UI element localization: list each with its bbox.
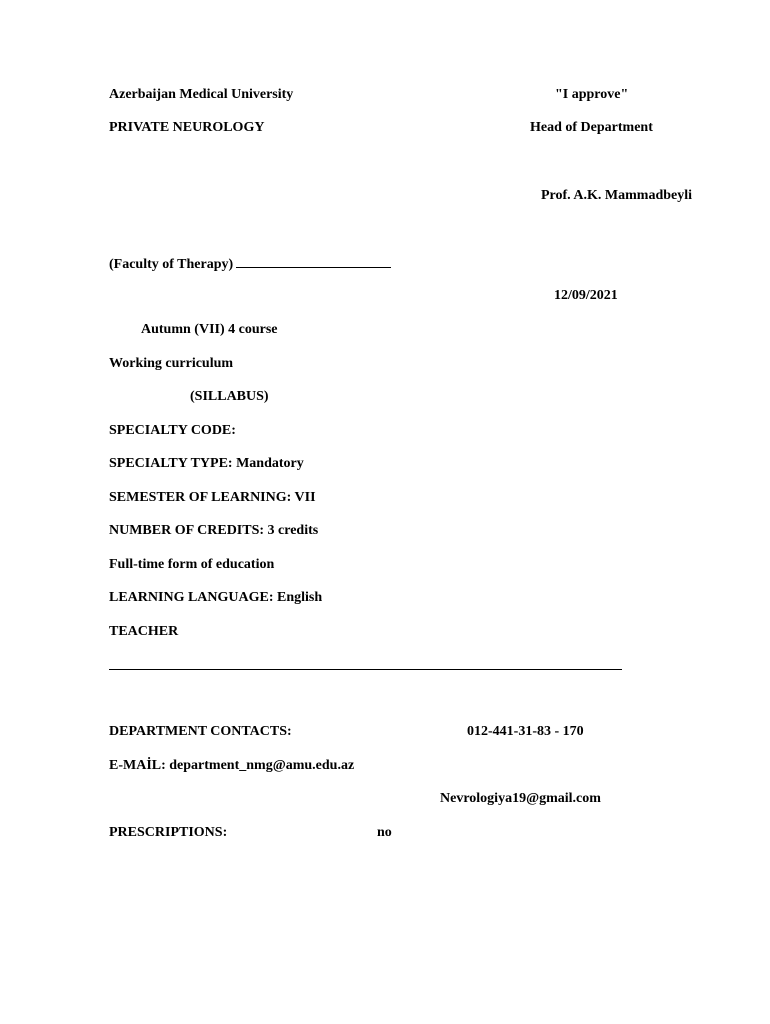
course-term: Autumn (VII) 4 course	[141, 322, 278, 337]
university-name: Azerbaijan Medical University	[109, 87, 294, 102]
approval-date: 12/09/2021	[554, 288, 618, 303]
head-of-department-title: Head of Department	[530, 120, 653, 135]
head-of-department-name: Prof. A.K. Mammadbeyli	[541, 188, 693, 203]
curriculum-title: Working curriculum	[109, 356, 234, 371]
prescriptions-value: no	[377, 825, 392, 840]
faculty-label: (Faculty of Therapy)	[109, 257, 234, 272]
specialty-code: SPECIALTY CODE:	[109, 423, 236, 438]
specialty-type: SPECIALTY TYPE: Mandatory	[109, 456, 304, 471]
semester: SEMESTER OF LEARNING: VII	[109, 490, 316, 505]
department-phone: 012-441-31-83 - 170	[467, 724, 584, 739]
teacher-blank-line	[109, 669, 622, 670]
prescriptions-label: PRESCRIPTIONS:	[109, 825, 228, 840]
faculty-signature-blank	[236, 255, 391, 268]
teacher-label: TEACHER	[109, 624, 179, 639]
syllabus-title: (SILLABUS)	[190, 389, 269, 404]
alternate-email: Nevrologiya19@gmail.com	[440, 791, 601, 806]
department-name: PRIVATE NEUROLOGY	[109, 120, 265, 135]
department-contacts-label: DEPARTMENT CONTACTS:	[109, 724, 292, 739]
department-email: E-MAİL: department_nmg@amu.edu.az	[109, 758, 355, 773]
faculty-line	[109, 255, 391, 273]
credits: NUMBER OF CREDITS: 3 credits	[109, 523, 319, 538]
learning-language: LEARNING LANGUAGE: English	[109, 590, 323, 605]
approve-label: "I approve"	[555, 87, 629, 102]
education-form: Full-time form of education	[109, 557, 275, 572]
